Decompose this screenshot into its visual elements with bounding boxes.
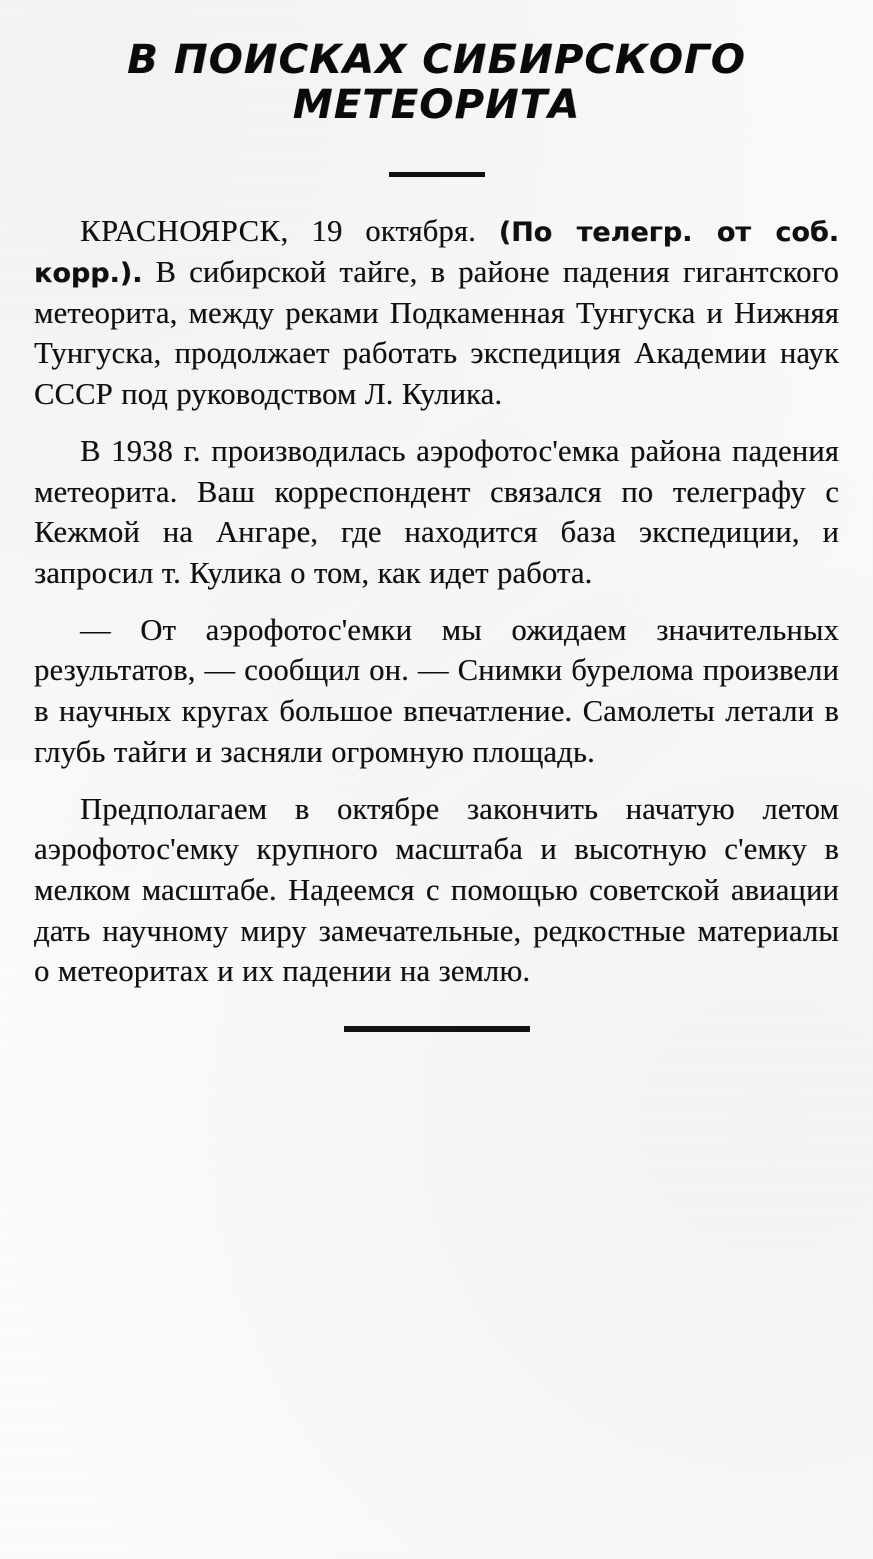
dateline-source: (По телегр. от соб. корр.). <box>34 217 840 290</box>
page-title <box>34 38 839 128</box>
dateline-date: 19 октября. <box>311 214 476 249</box>
paragraph-quote-results: — От аэрофотос'емки мы ожидаем значительных результатов, — сообщил он. — Снимки бурелома произвели в научных кругах большое впечатление. Самолеты летали в глубь тайги и засняли огромную площадь. <box>34 612 839 769</box>
headline-line-2: МЕТЕОРИТА <box>292 82 581 129</box>
dateline-body-text: В сибирской тайге, в районе падения гигантского метеорита, между реками Подкаменная Тунгуска и Нижняя Тунгуска, продолжает работать экспедиция Академии наук СССР под руководством Л. Кулика. <box>34 255 839 412</box>
article-body <box>34 211 839 992</box>
divider-top <box>389 172 485 177</box>
divider-bottom <box>344 1026 530 1032</box>
dateline-city: КРАСНОЯРСК, <box>80 214 289 249</box>
paragraph-plans-october: Предполагаем в октябре закончить начатую летом аэрофотос'емку крупного масштаба и высотную с'емку в мелком масштабе. Надеемся с помощью советской авиации дать научному миру замечательные, редкостные материалы о метеоритах и их падении на землю. <box>34 791 839 989</box>
paragraph-aerial-survey: В 1938 г. производилась аэрофотос'емка района падения метеорита. Ваш корреспондент связался по телеграфу с Кежмой на Ангаре, где находится база экспедиции, и запросил т. Кулика о том, как идет работа. <box>34 433 839 590</box>
dateline-paragraph <box>34 211 839 415</box>
headline-line-1: В ПОИСКАХ СИБИРСКОГО <box>127 37 746 83</box>
